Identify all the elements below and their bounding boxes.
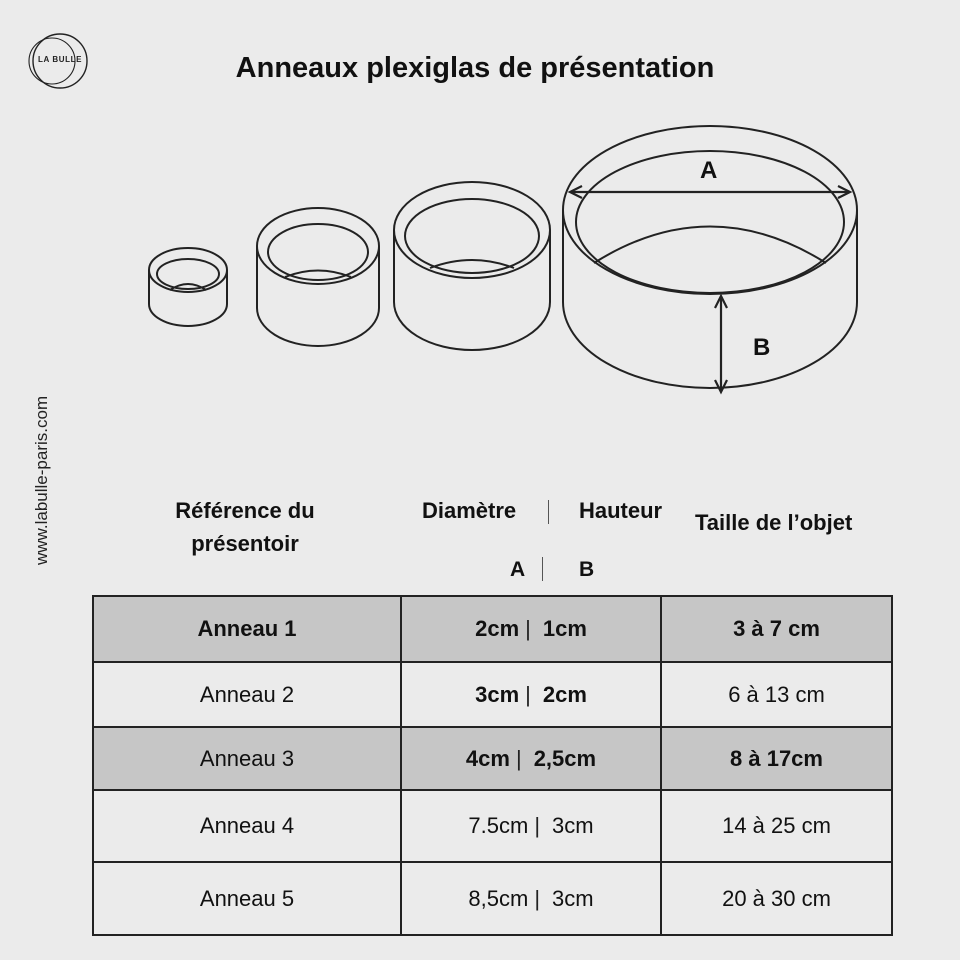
website-url: www.labulle-paris.com (32, 395, 51, 565)
header-sub-separator (542, 557, 543, 581)
ring-3-illustration (394, 182, 550, 350)
dimension-a-label: A (700, 157, 718, 184)
dimension-b-label: B (753, 334, 771, 361)
header-separator (548, 500, 549, 524)
row-name: Anneau 5 (93, 862, 401, 935)
row-taille: 6 à 13 cm (661, 662, 892, 727)
header-hauteur: Hauteur (579, 498, 663, 523)
row-name: Anneau 2 (93, 662, 401, 727)
page-title: Anneaux plexiglas de présentation (235, 52, 715, 84)
row-hauteur: 3cm (552, 885, 594, 911)
header-diametre: Diamètre (422, 498, 517, 523)
row-taille: 8 à 17cm (661, 727, 892, 790)
ring-2-illustration (257, 208, 379, 346)
row-hauteur: 2,5cm (533, 745, 597, 771)
brand-logo-text: LA BULLE (38, 55, 83, 64)
table-row (93, 727, 892, 790)
row-dimensions: 3cm | 2cm (401, 662, 661, 727)
row-dimensions: 2cm | 1cm (401, 596, 661, 662)
table-row (93, 790, 892, 862)
row-dimensions: 4cm | 2,5cm (401, 727, 661, 790)
header-taille: Taille de l’objet (695, 510, 853, 535)
rings-diagram (0, 110, 960, 410)
row-diametre: 8,5cm (468, 885, 529, 911)
rings-table (92, 595, 893, 936)
row-name: Anneau 4 (93, 790, 401, 862)
row-diametre: 3cm (475, 681, 520, 707)
row-taille: 20 à 30 cm (661, 862, 892, 935)
row-taille: 14 à 25 cm (661, 790, 892, 862)
table-row (93, 862, 892, 935)
ring-1-illustration (149, 248, 227, 326)
row-dimensions: 8,5cm | 3cm (401, 862, 661, 935)
header-sub-b: B (579, 558, 595, 581)
dimension-b-arrow (715, 296, 727, 392)
table-row (93, 662, 892, 727)
row-taille: 3 à 7 cm (661, 596, 892, 662)
dimension-a-arrow (570, 186, 850, 198)
row-hauteur: 3cm (552, 813, 594, 838)
row-diametre: 7.5cm (468, 813, 529, 838)
row-name: Anneau 3 (93, 727, 401, 790)
header-sub-a: A (510, 558, 526, 581)
header-reference: Référence du présentoir (175, 498, 315, 556)
table-row (93, 596, 892, 662)
row-hauteur: 1cm (542, 616, 587, 641)
row-hauteur: 2cm (542, 681, 587, 707)
row-diametre: 4cm (465, 745, 510, 771)
row-dimensions: 7.5cm | 3cm (401, 790, 661, 862)
row-name: Anneau 1 (93, 596, 401, 662)
row-diametre: 2cm (475, 616, 520, 641)
